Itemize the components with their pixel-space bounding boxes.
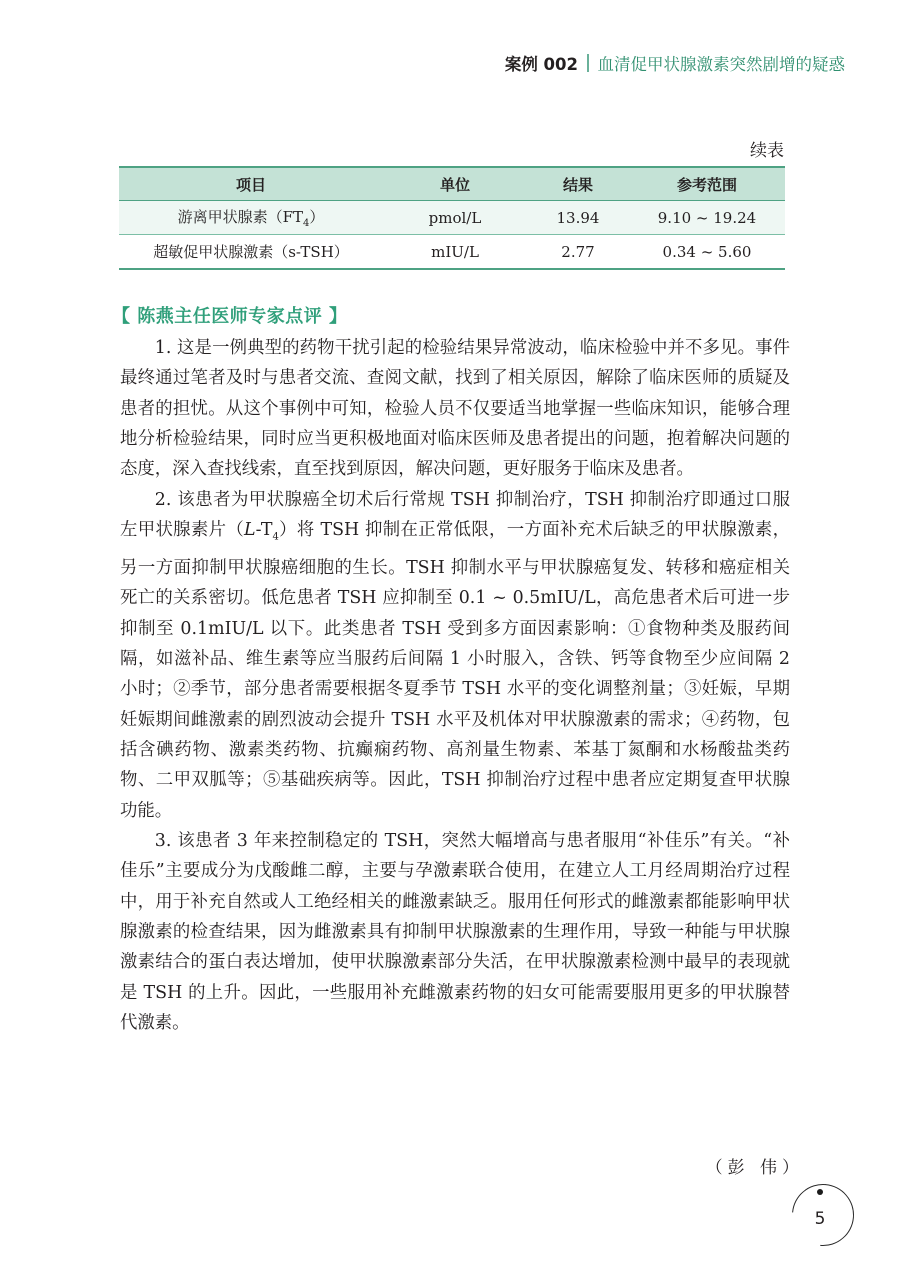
case-number: 案例 002 <box>504 55 578 74</box>
result-cell: 2.77 <box>527 235 629 270</box>
table-header-row <box>119 167 785 201</box>
unit-cell: mIU/L <box>383 235 527 270</box>
expert-review-body <box>120 333 790 1038</box>
header-divider <box>587 54 589 72</box>
item-name: 游离甲状腺素（FT <box>177 208 304 226</box>
expert-review-heading: 【 陈燕主任医师专家点评 】 <box>112 306 348 327</box>
column-header-unit: 单位 <box>383 167 527 201</box>
drug-subscript: 4 <box>272 531 279 543</box>
column-header-range: 参考范围 <box>629 167 785 201</box>
table-row <box>119 235 785 270</box>
review-paragraph-2 <box>120 485 790 826</box>
range-cell: 9.10 ~ 19.24 <box>629 201 785 235</box>
item-subscript: 4 <box>303 218 310 229</box>
table-row <box>119 201 785 235</box>
page-number: 5 <box>814 1209 826 1229</box>
running-header <box>505 50 845 76</box>
paragraph-2-part-b: ）将 TSH 抑制在正常低限，一方面补充术后缺乏的甲状腺激素，另一方面抑制甲状腺癌细胞的生长。TSH 抑制水平与甲状腺癌复发、转移和癌症相关死亡的关系密切。低危患者 TSH 应抑制至 0.1 ~ 0.5mIU/L，高危患者术后可进一步抑制至 0.1mIU/L 以下。此类患者 TSH 受到多方面因素影响：①食物种类及服药间隔，如滋补品、维生素等应当服药后间隔 1 小时服入，含铁、钙等食物至少应间隔 2 小时；②季节，部分患者需要根据冬夏季节 TSH 水平的变化调整剂量；③妊娠，早期妊娠期间雌激素的剧烈波动会提升 TSH 水平及机体对甲状腺激素的需求；④药物，包括含碘药物、激素类药物、抗癫痫药物、高剂量生物素、苯基丁氮酮和水杨酸盐类药物、二甲双胍等；⑤基础疾病等。因此，TSH 抑制治疗过程中患者应定期复查甲状腺功能。 <box>120 520 790 821</box>
item-cell <box>119 235 383 270</box>
column-header-result: 结果 <box>527 167 629 201</box>
case-title: 血清促甲状腺激素突然剧增的疑惑 <box>597 55 845 74</box>
review-paragraph-1: 1. 这是一例典型的药物干扰引起的检验结果异常波动，临床检验中并不多见。事件最终通过笔者及时与患者交流、查阅文献，找到了相关原因，解除了临床医师的质疑及患者的担忧。从这个事例中可知，检验人员不仅要适当地掌握一些临床知识，能够合理地分析检验结果，同时应当更积极地面对临床医师及患者提出的问题，抱着解决问题的态度，深入查找线索，直至找到原因，解决问题，更好服务于临床及患者。 <box>120 338 790 480</box>
item-cell <box>119 201 383 235</box>
drug-l-prefix: L <box>244 520 256 541</box>
item-name: 超敏促甲状腺激素（s-TSH） <box>153 243 349 261</box>
lab-results-table <box>119 166 785 270</box>
paragraph-2-part-a: 2. 该患者为甲状腺癌全切术后行常规 TSH 抑制治疗，TSH 抑制治疗即通过口服左甲状腺素片（ <box>120 489 790 541</box>
range-cell: 0.34 ~ 5.60 <box>629 235 785 270</box>
item-name-tail: ） <box>309 208 325 226</box>
continued-table-label: 续表 <box>750 141 784 161</box>
drug-t-suffix: -T <box>255 520 273 541</box>
review-paragraph-3: 3. 该患者 3 年来控制稳定的 TSH，突然大幅增高与患者服用“补佳乐”有关。“补佳乐”主要成分为戊酸雌二醇，主要与孕激素联合使用，在建立人工月经周期治疗过程中，用于补充自然或人工绝经相关的雌激素缺乏。服用任何形式的雌激素都能影响甲状腺激素的检查结果，因为雌激素具有抑制甲状腺激素的生理作用，导致一种能与甲状腺激素结合的蛋白表达增加，使甲状腺激素部分失活，在甲状腺激素检测中最早的表现就是 TSH 的上升。因此，一些服用补充雌激素药物的妇女可能需要服用更多的甲状腺替代激素。 <box>120 830 790 1034</box>
column-header-item: 项目 <box>119 167 383 201</box>
result-cell: 13.94 <box>527 201 629 235</box>
author-signature: （彭 伟） <box>705 1158 804 1178</box>
page-number-dot <box>817 1189 823 1195</box>
unit-cell: pmol/L <box>383 201 527 235</box>
